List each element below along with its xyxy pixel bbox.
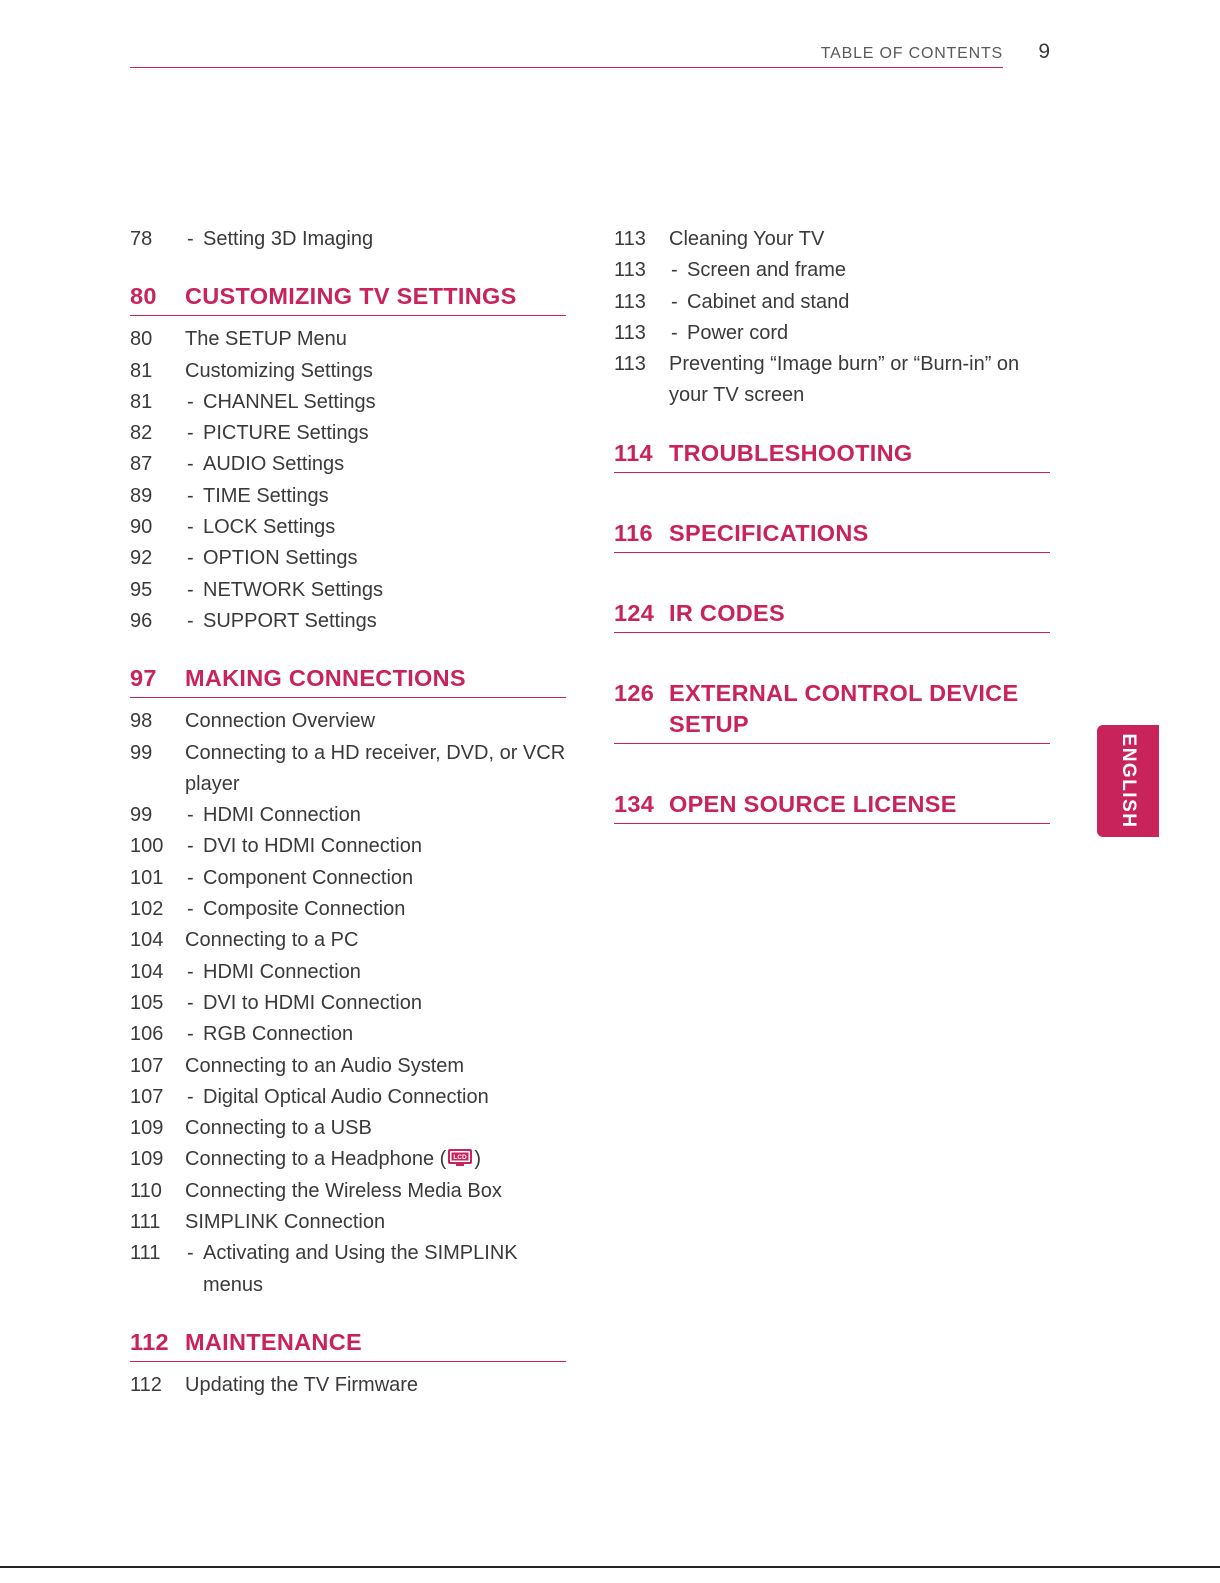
section-page-number: 116 xyxy=(614,519,653,546)
entry-page-number: 87 xyxy=(130,453,153,476)
entry-title: Connecting to a HD receiver, DVD, or VCR player xyxy=(185,741,566,795)
entry-page-number: 113 xyxy=(614,353,646,376)
entry-text-container xyxy=(185,387,566,418)
toc-subentry[interactable] xyxy=(614,287,1050,318)
entry-page-number: 99 xyxy=(130,741,153,764)
entry-title: SUPPORT Settings xyxy=(203,609,377,632)
entry-page-number: 107 xyxy=(130,1085,164,1108)
entry-page-number: 104 xyxy=(130,960,164,983)
entry-page-number: 81 xyxy=(130,390,153,413)
entry-title: Connection Overview xyxy=(185,710,376,733)
toc-subentry[interactable] xyxy=(130,894,566,925)
language-tab-label: ENGLISH xyxy=(1118,733,1139,829)
toc-subentry[interactable] xyxy=(130,831,566,862)
entry-title: HDMI Connection xyxy=(203,804,361,827)
entry-title: Preventing “Image burn” or “Burn-in” on your TV screen xyxy=(669,353,1020,407)
entry-dash: - xyxy=(671,290,678,313)
toc-subentry[interactable] xyxy=(614,255,1050,286)
entry-page-number: 109 xyxy=(130,1148,164,1171)
entry-text-container xyxy=(185,449,566,480)
entry-text-container xyxy=(185,356,566,387)
toc-entry[interactable] xyxy=(130,925,566,956)
entry-title: Cabinet and stand xyxy=(687,290,850,313)
entry-page-number: 113 xyxy=(614,321,646,344)
entry-dash: - xyxy=(187,609,194,632)
entry-text-container xyxy=(185,831,566,862)
toc-subentry[interactable] xyxy=(130,387,566,418)
entry-page-number: 107 xyxy=(130,1054,164,1077)
toc-entry[interactable] xyxy=(130,1370,566,1401)
entry-page-number: 82 xyxy=(130,422,153,445)
toc-subentry[interactable] xyxy=(130,418,566,449)
section-heading[interactable] xyxy=(614,789,1050,824)
entry-dash: - xyxy=(187,1242,194,1265)
entry-text-container xyxy=(669,349,1050,412)
entry-text-container xyxy=(185,988,566,1019)
toc-entry[interactable] xyxy=(130,324,566,355)
section-page-number: 134 xyxy=(614,790,655,817)
entry-page-number: 112 xyxy=(130,1373,162,1396)
entry-text-container xyxy=(185,1019,566,1050)
entry-page-number: 102 xyxy=(130,898,164,921)
entry-title: NETWORK Settings xyxy=(203,578,384,601)
entry-title: Connecting to a Headphone ( xyxy=(185,1148,447,1171)
entry-title: DVI to HDMI Connection xyxy=(203,835,422,858)
section-heading[interactable] xyxy=(130,281,566,316)
section-heading[interactable] xyxy=(614,678,1050,744)
toc-subentry[interactable] xyxy=(130,449,566,480)
entry-text-container xyxy=(669,287,1050,318)
toc-subentry[interactable] xyxy=(130,863,566,894)
toc-entry[interactable] xyxy=(130,1144,566,1175)
entry-dash: - xyxy=(187,866,194,889)
entry-text-container xyxy=(185,800,566,831)
bottom-rule xyxy=(0,1566,1220,1568)
toc-subentry[interactable] xyxy=(130,988,566,1019)
section-title: IR CODES xyxy=(669,599,785,626)
entry-text-container xyxy=(669,318,1050,349)
toc-subentry[interactable] xyxy=(130,1019,566,1050)
entry-title: Screen and frame xyxy=(687,259,846,282)
entry-text-container xyxy=(185,1176,566,1207)
toc-entry[interactable] xyxy=(130,1113,566,1144)
entry-page-number: 78 xyxy=(130,228,153,250)
entry-page-number: 89 xyxy=(130,484,153,507)
entry-text-container xyxy=(185,1144,566,1175)
entry-page-number: 80 xyxy=(130,328,153,351)
entry-title: Connecting the Wireless Media Box xyxy=(185,1179,502,1202)
entry-title: OPTION Settings xyxy=(203,547,358,570)
entry-page-number: 111 xyxy=(130,1211,161,1234)
toc-subentry[interactable] xyxy=(130,224,566,255)
section-title: MAINTENANCE xyxy=(185,1328,362,1355)
toc-entry[interactable] xyxy=(130,706,566,737)
entry-text-container xyxy=(185,738,566,801)
section-page-number: 114 xyxy=(614,439,653,466)
entry-title: The SETUP Menu xyxy=(185,328,347,351)
toc-subentry[interactable] xyxy=(130,800,566,831)
toc-entry[interactable] xyxy=(130,1176,566,1207)
toc-subentry[interactable] xyxy=(130,957,566,988)
entry-text-container xyxy=(185,324,566,355)
entry-text-container xyxy=(185,543,566,574)
entry-page-number: 110 xyxy=(130,1179,162,1202)
entry-page-number: 95 xyxy=(130,578,153,601)
entry-text-container xyxy=(185,1082,566,1113)
entry-dash: - xyxy=(187,578,194,601)
entry-dash: - xyxy=(187,1085,194,1108)
entry-text-container xyxy=(185,863,566,894)
toc-entry[interactable] xyxy=(130,1207,566,1238)
entry-text-container xyxy=(185,418,566,449)
entry-suffix: ) xyxy=(474,1148,481,1171)
section-title: TROUBLESHOOTING xyxy=(669,439,913,466)
entry-page-number: 98 xyxy=(130,710,153,733)
toc-left-column xyxy=(130,224,566,1401)
entry-dash: - xyxy=(187,898,194,921)
toc-entry[interactable] xyxy=(130,356,566,387)
entry-title: AUDIO Settings xyxy=(203,453,345,476)
entry-title: SIMPLINK Connection xyxy=(185,1211,386,1234)
entry-dash: - xyxy=(187,835,194,858)
section-page-number: 124 xyxy=(614,599,655,626)
header-rule xyxy=(130,67,1003,68)
entry-title: Setting 3D Imaging xyxy=(203,228,374,250)
entry-dash: - xyxy=(187,484,194,507)
toc-subentry[interactable] xyxy=(130,481,566,512)
entry-page-number: 113 xyxy=(614,228,646,250)
entry-dash: - xyxy=(187,1023,194,1046)
entry-text-container xyxy=(669,224,1050,255)
entry-text-container xyxy=(185,894,566,925)
toc-subentry[interactable] xyxy=(614,318,1050,349)
language-tab xyxy=(1097,725,1159,837)
entry-text-container xyxy=(185,512,566,543)
entry-title: DVI to HDMI Connection xyxy=(203,991,422,1014)
section-page-number: 112 xyxy=(130,1328,169,1355)
entry-dash: - xyxy=(187,547,194,570)
toc-subentry[interactable] xyxy=(130,606,566,637)
entry-title: RGB Connection xyxy=(203,1023,354,1046)
entry-dash: - xyxy=(187,516,194,539)
page-number: 9 xyxy=(1038,40,1050,63)
entry-page-number: 96 xyxy=(130,609,153,632)
entry-title: LOCK Settings xyxy=(203,516,336,539)
entry-dash: - xyxy=(187,453,194,476)
entry-page-number: 81 xyxy=(130,359,153,382)
entry-title: Component Connection xyxy=(203,866,414,889)
entry-text-container xyxy=(185,1238,566,1301)
entry-page-number: 111 xyxy=(130,1242,161,1265)
entry-dash: - xyxy=(187,960,194,983)
section-title: OPEN SOURCE LICENSE xyxy=(669,790,957,817)
section-heading[interactable] xyxy=(614,518,1050,553)
page-header xyxy=(130,38,1050,70)
entry-text-container xyxy=(669,255,1050,286)
entry-title: PICTURE Settings xyxy=(203,422,369,445)
entry-dash: - xyxy=(187,422,194,445)
toc-entry[interactable] xyxy=(614,349,1050,412)
entry-page-number: 104 xyxy=(130,929,164,952)
entry-page-number: 99 xyxy=(130,804,153,827)
section-title: MAKING CONNECTIONS xyxy=(185,665,466,692)
entry-title: TIME Settings xyxy=(203,484,329,507)
entry-text-container xyxy=(185,575,566,606)
entry-title: CHANNEL Settings xyxy=(203,390,376,413)
entry-page-number: 106 xyxy=(130,1023,164,1046)
entry-page-number: 92 xyxy=(130,547,153,570)
entry-title: Composite Connection xyxy=(203,898,406,921)
entry-dash: - xyxy=(187,804,194,827)
section-heading[interactable] xyxy=(614,438,1050,473)
entry-page-number: 100 xyxy=(130,835,164,858)
entry-dash: - xyxy=(671,259,678,282)
toc-subentry[interactable] xyxy=(130,543,566,574)
entry-title: Connecting to a USB xyxy=(185,1117,372,1140)
section-heading[interactable] xyxy=(614,598,1050,633)
entry-dash: - xyxy=(671,321,678,344)
entry-title: Connecting to a PC xyxy=(185,929,359,952)
section-title: EXTERNAL CONTROL DEVICE SETUP xyxy=(669,679,1019,737)
entry-title: Power cord xyxy=(687,321,789,344)
entry-text-container xyxy=(185,224,566,255)
toc-subentry[interactable] xyxy=(130,512,566,543)
entry-text-container xyxy=(185,606,566,637)
lcd-icon-label: LCD xyxy=(453,1154,467,1162)
toc-subentry[interactable] xyxy=(130,1238,566,1301)
entry-title: Customizing Settings xyxy=(185,359,373,382)
entry-dash: - xyxy=(187,390,194,413)
toc-entry[interactable] xyxy=(130,738,566,801)
entry-text-container xyxy=(185,1113,566,1144)
entry-page-number: 113 xyxy=(614,290,646,313)
section-page-number: 80 xyxy=(130,283,157,310)
toc-subentry[interactable] xyxy=(130,1082,566,1113)
entry-title: HDMI Connection xyxy=(203,960,361,983)
section-title: SPECIFICATIONS xyxy=(669,519,869,546)
entry-page-number: 105 xyxy=(130,991,164,1014)
entry-page-number: 101 xyxy=(130,866,164,889)
entry-page-number: 90 xyxy=(130,516,153,539)
section-title: CUSTOMIZING TV SETTINGS xyxy=(185,283,517,310)
entry-title: Activating and Using the SIMPLINK menus xyxy=(203,1242,518,1296)
section-page-number: 126 xyxy=(614,679,655,706)
entry-dash: - xyxy=(187,991,194,1014)
section-heading[interactable] xyxy=(130,663,566,698)
entry-text-container xyxy=(185,1370,566,1401)
entry-text-container xyxy=(185,925,566,956)
toc-right-column xyxy=(614,224,1050,832)
entry-title: Digital Optical Audio Connection xyxy=(203,1085,489,1108)
toc-entry[interactable] xyxy=(614,224,1050,255)
entry-text-container xyxy=(185,706,566,737)
entry-text-container xyxy=(185,1051,566,1082)
section-heading[interactable] xyxy=(130,1327,566,1362)
toc-subentry[interactable] xyxy=(130,575,566,606)
entry-title: Connecting to an Audio System xyxy=(185,1054,465,1077)
lcd-tv-icon xyxy=(447,1147,473,1167)
entry-page-number: 109 xyxy=(130,1117,164,1140)
entry-title: Updating the TV Firmware xyxy=(185,1373,419,1396)
entry-text-container xyxy=(185,957,566,988)
entry-dash: - xyxy=(187,228,194,250)
header-title: TABLE OF CONTENTS xyxy=(820,45,1003,62)
toc-entry[interactable] xyxy=(130,1051,566,1082)
section-page-number: 97 xyxy=(130,665,157,692)
entry-text-container xyxy=(185,481,566,512)
entry-text-container xyxy=(185,1207,566,1238)
entry-page-number: 113 xyxy=(614,259,646,282)
entry-title: Cleaning Your TV xyxy=(669,228,825,250)
